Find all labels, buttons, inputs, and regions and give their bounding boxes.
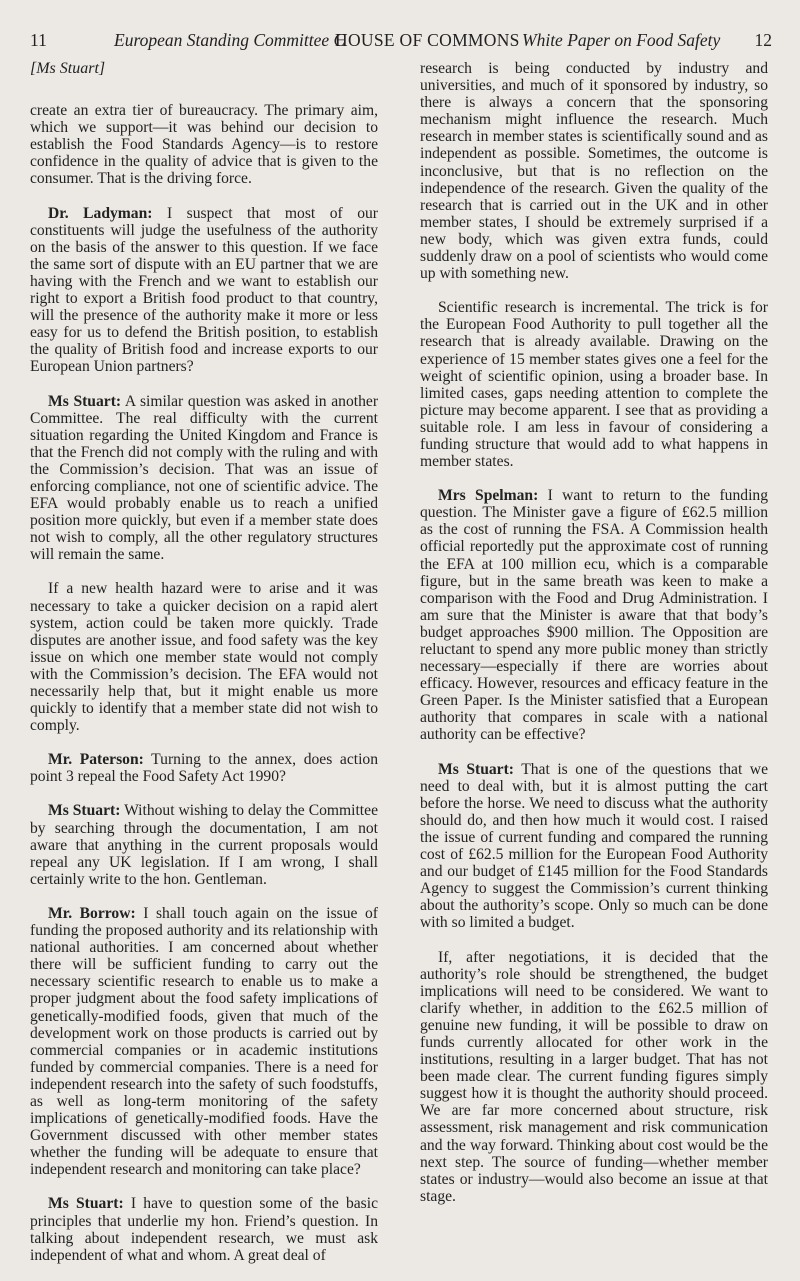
- running-head: [30, 30, 772, 60]
- paragraph-text: research is being conducted by industry and universities, and much of it sponsored by industry, so there is always a concern that the sponsoring mechanism might influence the research. Much research in member states is scientifically sound and as independent as possible. Sometimes, the outcome is inconclusive, but that is no reflection on the independence of the research. Given the quality of the research that is carried out in the UK and in other member states, I should be extremely surprised if a new body, which was given extra funds, could suddenly draw on a pool of scientists who would come up with something new.: [420, 60, 768, 283]
- paragraph: [30, 102, 378, 187]
- paragraph-text: If, after negotiations, it is decided that the authority’s role should be strengthened, the budget implications will need to be considered. We want to clarify whether, in addition to the £62.5 million of genuine new funding, it will be possible to draw on funds currently allocated for other work in the institutions, resulting in a larger budget. That has not been made clear. The current funding figures simply suggest how it is thought the authority should proceed. We are far more concerned about structure, risk assessment, risk management and risk communication and the way forward. Thinking about cost would be the next step. The source of funding—whether member states or industry—would also become an issue at that stage.: [420, 948, 768, 1205]
- paragraph-text: I want to return to the funding question. The Minister gave a figure of £62.5 million as the cost of running the FSA. A Commission health official reportedly put the approximate cost of running the EFA at 100 million ecu, which is a comparable figure, but in the same breath was keen to make a comparison with the Food and Drug Administration. I am sure that the Minister is aware that that body’s budget approaches $900 million. The Opposition are reluctant to spend any more public money than strictly necessary—especially if there are worries about efficacy. However, resources and efficacy feature in the Green Paper. Is the Minister satisfied that a European authority that compares in scale with a national authority can be effective?: [420, 487, 768, 744]
- paragraph: [30, 905, 378, 1179]
- speaker-name: Ms Stuart:: [48, 1195, 124, 1213]
- house-title: HOUSE OF COMMONS: [335, 30, 520, 50]
- speaker-name: Mr. Paterson:: [48, 751, 144, 769]
- paragraph: [30, 751, 378, 785]
- paragraph: [420, 60, 768, 282]
- paragraph: [420, 761, 768, 932]
- speaker-name: Mrs Spelman:: [438, 487, 539, 505]
- speaker-name: Ms Stuart:: [438, 760, 514, 778]
- paragraph-text: Scientific research is incremental. The trick is for the European Food Authority to pull together all the research that is already available. Drawing on the experience of 15 member states gives one a feel for the weight of scientific opinion, using a broader base. In limited cases, gaps needing attention to complete the picture may become apparent. I see that as providing a suitable role. I am less in favour of considering a funding structure that would add to what happens in member states.: [420, 299, 768, 471]
- paragraph-text: I have to question some of the basic principles that underlie my hon. Friend’s question. In talking about independent research, we must ask independent of what and whom. A great deal of: [30, 1195, 378, 1264]
- page-number-left: 11: [30, 30, 47, 50]
- document-title: White Paper on Food Safety: [522, 30, 721, 50]
- speaker-name: Ms Stuart:: [48, 392, 122, 410]
- paragraph-text: I suspect that most of our constituents will judge the usefulness of the authority on the basis of the answer to this question. If we face the same sort of dispute with an EU partner that we are having with the French and we want to establish our right to export a British food product to that country, will the presence of the authority make it more or less easy for us to defend the British position, to establish the quality of British food and increase exports to our European Union partners?: [30, 204, 378, 376]
- paragraph-text: Without wishing to delay the Committee by searching through the documentation, I am not aware that anything in the current proposals would repeal any UK legislation. If I am wrong, I shall certainly write to the hon. Gentleman.: [30, 802, 378, 888]
- paragraph: [420, 949, 768, 1205]
- paragraph-text: A similar question was asked in another Committee. The real difficulty with the current situation regarding the United Kingdom and France is that the French did not comply with the ruling and with the Commission’s decision. That was an issue of enforcing compliance, not one of scientific advice. The EFA would probably enable us to reach a unified position more quickly, but even if a member state does not wish to comply, all the other regulatory structures will remain the same.: [30, 392, 379, 564]
- speaker-name: Dr. Ladyman:: [48, 204, 153, 222]
- paragraph: [30, 393, 378, 564]
- paragraph-text: If a new health hazard were to arise and it was necessary to take a quicker decision on a rapid alert system, action could be taken more quickly. Trade disputes are another issue, and food safety was the key issue on which one member state would not comply with the Commission’s decision. The EFA would not necessarily help that, but it might enable us more quickly to identify that a member state did not wish to comply.: [30, 580, 378, 735]
- paragraph-text: That is one of the questions that we need to deal with, but it is almost putting the cart before the horse. We need to discuss what the authority should do, and then how much it would cost. I raised the issue of current funding and compared the running cost of £62.5 million for the European Food Authority and our budget of £145 million for the Food Standards Agency to suggest the Commission’s current thinking about the authority’s scope. Only so much can be done with so limited a budget.: [420, 760, 768, 932]
- right-column: [420, 60, 768, 1222]
- paragraph: [30, 205, 378, 376]
- paragraph: [420, 487, 768, 743]
- continued-speaker-tag: [Ms Stuart]: [30, 60, 106, 77]
- speaker-name: Mr. Borrow:: [48, 904, 136, 922]
- paragraph-text: create an extra tier of bureaucracy. The primary aim, which we support—it was behind our decision to establish the Food Standards Agency—is to restore confidence in the quality of advice that is given to the consumer. That is the driving force.: [30, 102, 378, 188]
- paragraph: [420, 299, 768, 470]
- paragraph-text: I shall touch again on the issue of funding the proposed authority and its relationship with national authorities. I am concerned about whether there will be sufficient funding to carry out the necessary scientific research to enable us to make a proper judgment about the food safety implications of genetically-modified foods, given that much of the development work on those products is carried out by commercial companies or in academic institutions funded by commercial companies. There is a need for independent research into the safety of such foodstuffs, as well as long-term monitoring of the safety implications of genetically-modified foods. Have the Government discussed with other member states whether the funding will be adequate to ensure that independent research and monitoring can take place?: [30, 904, 378, 1179]
- paragraph: [30, 1195, 378, 1263]
- paragraph: [30, 580, 378, 734]
- speaker-name: Ms Stuart:: [48, 802, 121, 820]
- paragraph-text: Turning to the annex, does action point 3 repeal the Food Safety Act 1990?: [30, 751, 379, 786]
- committee-title: European Standing Committee C: [114, 30, 346, 50]
- paragraph: [30, 802, 378, 887]
- left-column: [30, 60, 378, 1281]
- page-number-right: 12: [754, 30, 772, 50]
